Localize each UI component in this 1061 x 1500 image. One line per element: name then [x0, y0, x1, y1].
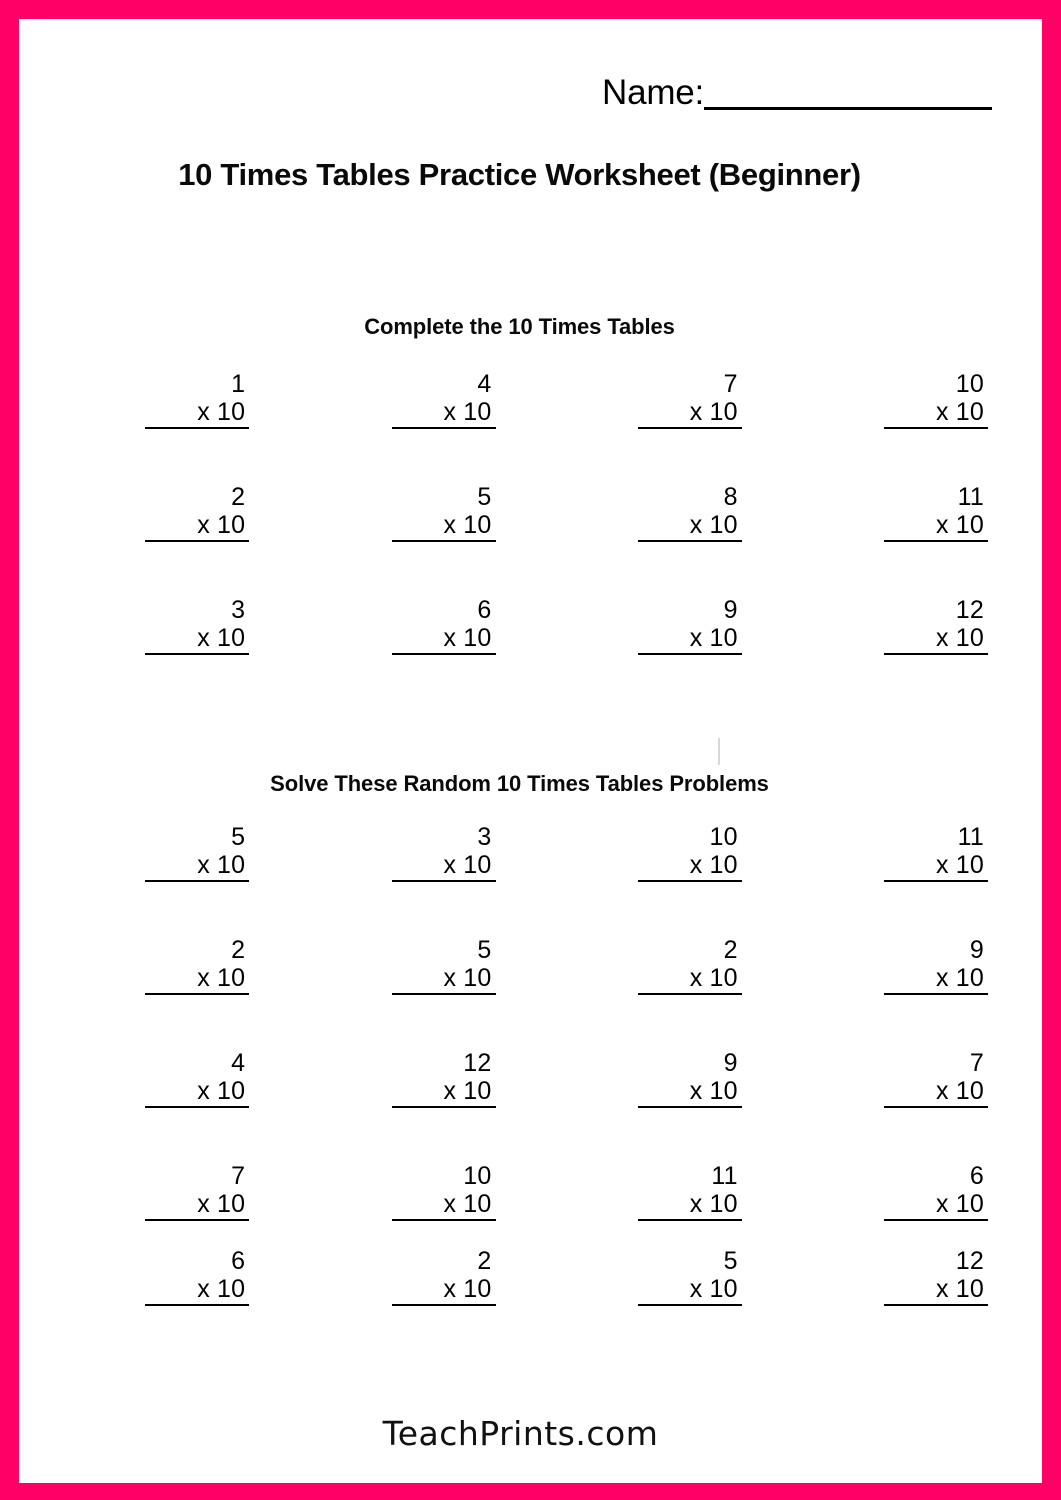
problem-item [780, 1163, 1026, 1248]
problem-operand-top: 5 [477, 936, 492, 964]
answer-blank[interactable] [884, 427, 988, 429]
problem-item [287, 1050, 533, 1163]
answer-blank[interactable] [392, 427, 496, 429]
problem-item [41, 597, 287, 710]
problem-item [41, 937, 287, 1050]
answer-blank[interactable] [145, 993, 249, 995]
answer-blank[interactable] [638, 653, 742, 655]
answer-blank[interactable] [145, 540, 249, 542]
answer-blank[interactable] [145, 1106, 249, 1108]
answer-blank[interactable] [638, 1219, 742, 1221]
problem-item [41, 484, 287, 597]
answer-blank[interactable] [638, 540, 742, 542]
name-input-blank[interactable] [704, 80, 992, 110]
problem-item [287, 1163, 533, 1248]
problem-operand-bottom: x 10 [443, 964, 492, 992]
problem-operand-top: 12 [463, 1049, 492, 1077]
answer-blank[interactable] [392, 993, 496, 995]
problem-item [287, 1248, 533, 1333]
problem-operand-bottom: x 10 [935, 624, 984, 652]
problem-item [534, 1050, 780, 1163]
problem-item [287, 937, 533, 1050]
name-label: Name: [602, 73, 705, 112]
answer-blank[interactable] [884, 653, 988, 655]
problem-operand-bottom: x 10 [689, 851, 738, 879]
problem-item [780, 484, 1026, 597]
problem-operand-bottom: x 10 [197, 624, 246, 652]
problem-operand-bottom: x 10 [197, 1077, 246, 1105]
problem-item [287, 484, 533, 597]
footer-brand-text: TeachPrints.com [382, 1414, 659, 1453]
problem-operand-bottom: x 10 [197, 964, 246, 992]
problem-operand-top: 7 [231, 1162, 246, 1190]
problem-operand-top: 2 [231, 936, 246, 964]
problem-operand-bottom: x 10 [443, 624, 492, 652]
problem-operand-top: 11 [711, 1162, 738, 1190]
problem-operand-top: 6 [477, 596, 492, 624]
problem-item [41, 371, 287, 484]
problem-operand-top: 2 [477, 1247, 492, 1275]
problem-operand-bottom: x 10 [197, 398, 246, 426]
answer-blank[interactable] [884, 880, 988, 882]
problem-operand-top: 10 [955, 370, 984, 398]
problem-item [780, 371, 1026, 484]
problem-operand-bottom: x 10 [689, 1190, 738, 1218]
answer-blank[interactable] [638, 880, 742, 882]
problem-operand-bottom: x 10 [935, 511, 984, 539]
problem-item [41, 1050, 287, 1163]
problem-operand-bottom: x 10 [689, 964, 738, 992]
answer-blank[interactable] [145, 427, 249, 429]
problem-operand-top: 4 [477, 370, 492, 398]
problem-item [287, 371, 533, 484]
problem-operand-bottom: x 10 [443, 851, 492, 879]
answer-blank[interactable] [884, 1219, 988, 1221]
problem-operand-bottom: x 10 [689, 398, 738, 426]
answer-blank[interactable] [392, 653, 496, 655]
problem-operand-bottom: x 10 [443, 398, 492, 426]
problem-operand-top: 10 [463, 1162, 492, 1190]
answer-blank[interactable] [145, 1304, 249, 1306]
problem-operand-bottom: x 10 [197, 511, 246, 539]
problem-operand-top: 6 [969, 1162, 984, 1190]
problem-item [534, 484, 780, 597]
answer-blank[interactable] [392, 880, 496, 882]
problem-operand-bottom: x 10 [689, 1077, 738, 1105]
problem-operand-bottom: x 10 [689, 624, 738, 652]
answer-blank[interactable] [638, 1106, 742, 1108]
problem-operand-top: 1 [231, 370, 246, 398]
problem-operand-bottom: x 10 [935, 1077, 984, 1105]
answer-blank[interactable] [638, 993, 742, 995]
answer-blank[interactable] [392, 1106, 496, 1108]
problem-operand-bottom: x 10 [197, 851, 246, 879]
answer-blank[interactable] [145, 880, 249, 882]
problem-operand-bottom: x 10 [197, 1275, 246, 1303]
problem-item [780, 1248, 1026, 1333]
problem-operand-bottom: x 10 [689, 511, 738, 539]
problem-operand-top: 9 [969, 936, 984, 964]
problem-operand-bottom: x 10 [443, 511, 492, 539]
problem-operand-top: 3 [477, 823, 492, 851]
problem-operand-top: 5 [723, 1247, 738, 1275]
answer-blank[interactable] [884, 993, 988, 995]
answer-blank[interactable] [884, 1304, 988, 1306]
name-field-row [602, 75, 992, 110]
problem-operand-top: 2 [723, 936, 738, 964]
problem-operand-bottom: x 10 [443, 1077, 492, 1105]
problem-item [41, 1248, 287, 1333]
problem-item [287, 597, 533, 710]
problem-item [534, 824, 780, 937]
worksheet-page [19, 19, 1042, 1483]
problem-item [534, 1163, 780, 1248]
problem-item [780, 937, 1026, 1050]
problem-operand-top: 5 [231, 823, 246, 851]
problem-item [780, 597, 1026, 710]
answer-blank[interactable] [145, 653, 249, 655]
problem-operand-top: 8 [723, 483, 738, 511]
problem-operand-top: 11 [957, 483, 984, 511]
problem-grid-complete-tables [41, 371, 1026, 710]
problem-operand-top: 5 [477, 483, 492, 511]
problem-operand-bottom: x 10 [935, 964, 984, 992]
problem-item [534, 937, 780, 1050]
problem-operand-bottom: x 10 [935, 1275, 984, 1303]
stray-caret-artifact [718, 738, 720, 765]
problem-operand-top: 7 [969, 1049, 984, 1077]
answer-blank[interactable] [145, 1219, 249, 1221]
problem-item [287, 824, 533, 937]
problem-operand-top: 9 [723, 1049, 738, 1077]
problem-operand-bottom: x 10 [935, 851, 984, 879]
problem-operand-bottom: x 10 [197, 1190, 246, 1218]
problem-operand-top: 4 [231, 1049, 246, 1077]
problem-item [780, 824, 1026, 937]
page-title: 10 Times Tables Practice Worksheet (Beginner) [178, 157, 861, 192]
answer-blank[interactable] [638, 427, 742, 429]
answer-blank[interactable] [392, 1219, 496, 1221]
problem-item [780, 1050, 1026, 1163]
section-heading-complete-tables: Complete the 10 Times Tables [364, 314, 675, 339]
problem-operand-top: 3 [231, 596, 246, 624]
problem-operand-bottom: x 10 [443, 1190, 492, 1218]
answer-blank[interactable] [884, 1106, 988, 1108]
answer-blank[interactable] [392, 1304, 496, 1306]
answer-blank[interactable] [884, 540, 988, 542]
problem-item [41, 824, 287, 937]
problem-operand-top: 12 [955, 596, 984, 624]
section-heading-random-problems: Solve These Random 10 Times Tables Problems [270, 771, 769, 796]
problem-operand-top: 10 [709, 823, 738, 851]
problem-operand-top: 9 [723, 596, 738, 624]
problem-operand-top: 2 [231, 483, 246, 511]
problem-grid-random-problems [41, 824, 1026, 1333]
problem-item [41, 1163, 287, 1248]
problem-item [534, 597, 780, 710]
problem-item [534, 371, 780, 484]
problem-item [534, 1248, 780, 1333]
problem-operand-top: 7 [723, 370, 738, 398]
answer-blank[interactable] [392, 540, 496, 542]
problem-operand-top: 11 [957, 823, 984, 851]
problem-operand-bottom: x 10 [689, 1275, 738, 1303]
problem-operand-bottom: x 10 [443, 1275, 492, 1303]
problem-operand-bottom: x 10 [935, 398, 984, 426]
answer-blank[interactable] [638, 1304, 742, 1306]
problem-operand-top: 6 [231, 1247, 246, 1275]
problem-operand-bottom: x 10 [935, 1190, 984, 1218]
problem-operand-top: 12 [955, 1247, 984, 1275]
